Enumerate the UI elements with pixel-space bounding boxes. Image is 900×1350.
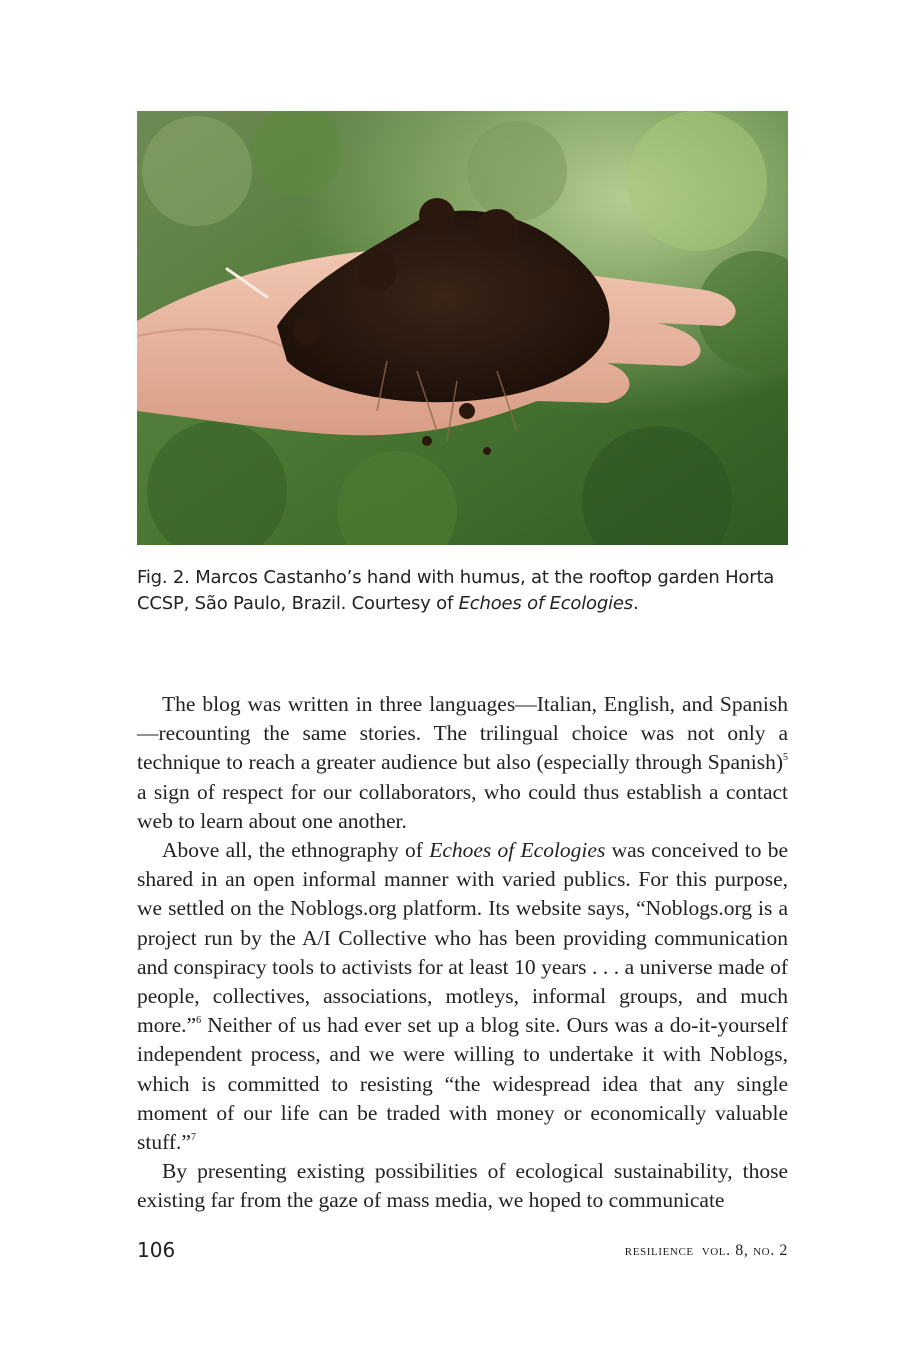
page-number: 106 <box>137 1238 176 1262</box>
footnote-ref-5[interactable]: 5 <box>783 752 788 764</box>
figure-caption <box>137 565 788 617</box>
paragraph-1 <box>137 690 788 836</box>
figure-photo <box>137 111 788 545</box>
p2-text-b: was conceived to be shared in an open informal manner with varied publics. For this purpose, we settled on the Noblogs.org platform. Its website says, “Noblogs.org is a project run by the A/I Collective who has been providing communication and conspiracy tools to activists for at least 10 years . . . a universe made of people, collectives, associations, motleys, informal groups, and much more.” <box>137 838 789 1038</box>
paragraph-3 <box>137 1157 788 1215</box>
caption-suffix: . <box>632 593 639 614</box>
p2-text-a: Above all, the ethnography of <box>162 838 430 863</box>
caption-text: Fig. 2. Marcos Castanho’s hand with humus, at the rooftop garden Horta CCSP, São Paulo, Brazil. Courtesy of <box>137 567 775 614</box>
p1-text-rest: a sign of respect for our collaborators, who could thus establish a contact web to learn about one another. <box>137 779 788 833</box>
journal-name: resilience <box>624 1242 694 1259</box>
running-footer <box>625 1242 788 1260</box>
footnote-ref-7[interactable]: 7 <box>190 1132 196 1144</box>
p3-text: By presenting existing possibilities of ecological sustainability, those existing far from the gaze of mass media, we hoped to communicate <box>137 1159 788 1213</box>
p2-text-c: Neither of us had ever set up a blog site. Ours was a do-it-yourself independent process, and we were willing to undertake it with Noblogs, which is committed to resisting “the widespread idea that any single moment of our life can be traded with money or economically valuable stuff.” <box>137 1013 788 1155</box>
caption-italic-title: Echoes of Ecologies <box>458 593 633 614</box>
paragraph-2 <box>137 836 788 1157</box>
footnote-ref-6[interactable]: 6 <box>196 1015 202 1027</box>
hand-with-humus-image <box>137 111 788 545</box>
p2-italic-title: Echoes of Ecologies <box>429 838 606 863</box>
article-body <box>137 690 788 1216</box>
journal-volume: vol. 8, no. 2 <box>701 1242 788 1259</box>
p1-text: The blog was written in three languages—Italian, English, and Spanish—recounting the same stories. The trilingual choice was not only a technique to reach a greater audience but also (especially through Spanish) <box>137 692 788 775</box>
